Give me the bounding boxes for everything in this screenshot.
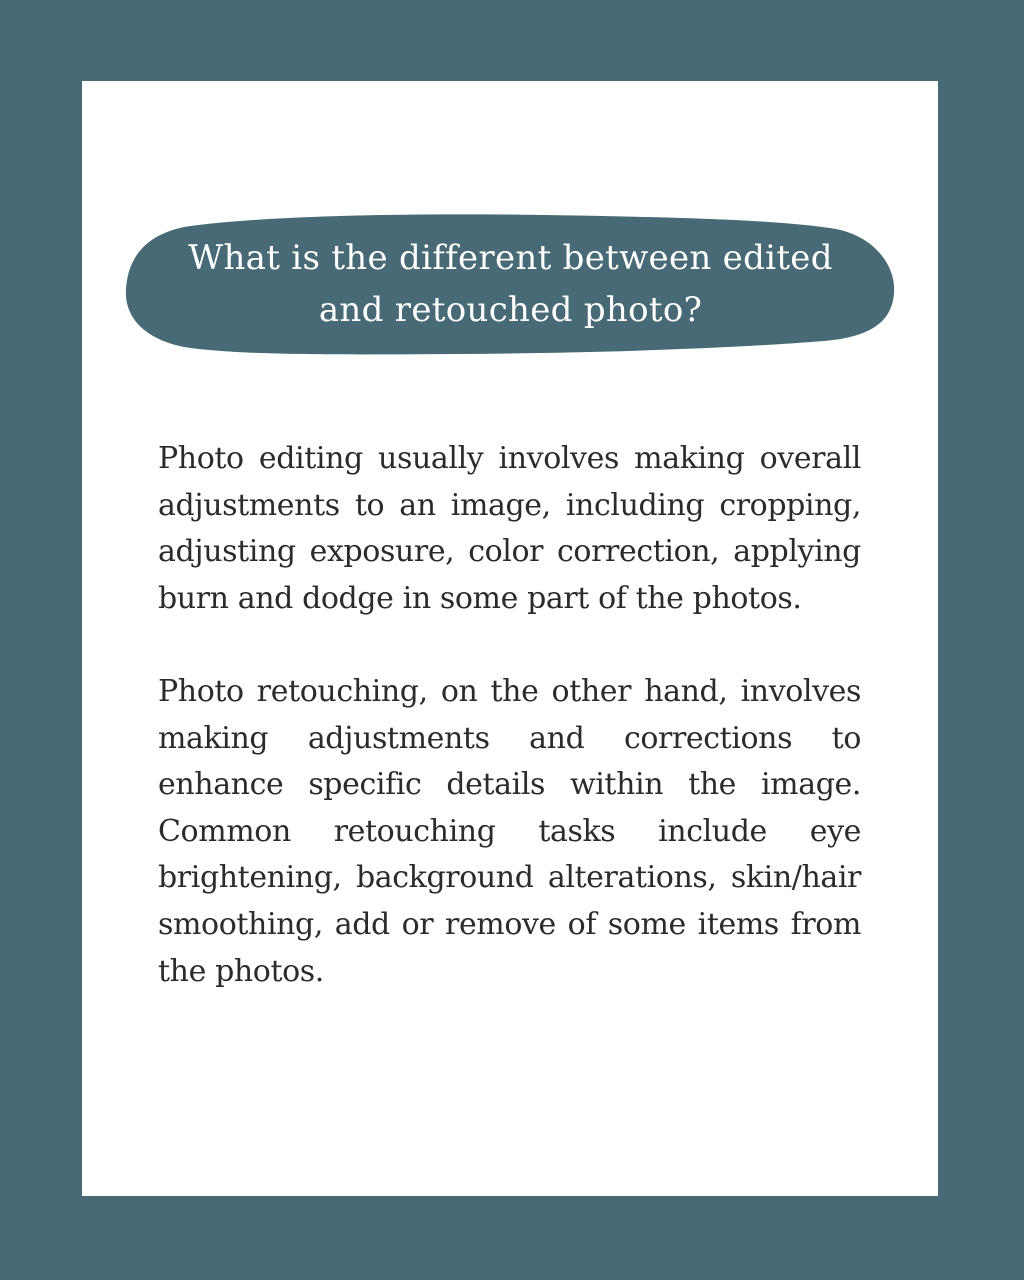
title-line-2: and retouched photo?: [318, 290, 703, 330]
paragraph-retouching: Photo retouching, on the other hand, involves making adjustments and corrections to enhance specific details within the image. Common retouching tasks include eye brightening, background alterations, skin/hair smoothing, add or remove of some items from the photos.: [158, 673, 861, 989]
title-banner: [124, 209, 897, 359]
body-text: [158, 436, 861, 995]
content-card: [82, 81, 938, 1196]
title-line-1: What is the different between edited: [188, 238, 833, 278]
paragraph-editing: Photo editing usually involves making overall adjustments to an image, including cropping, adjusting exposure, color correction, applying burn and dodge in some part of the photos.: [158, 441, 861, 616]
page-title: [124, 209, 897, 359]
